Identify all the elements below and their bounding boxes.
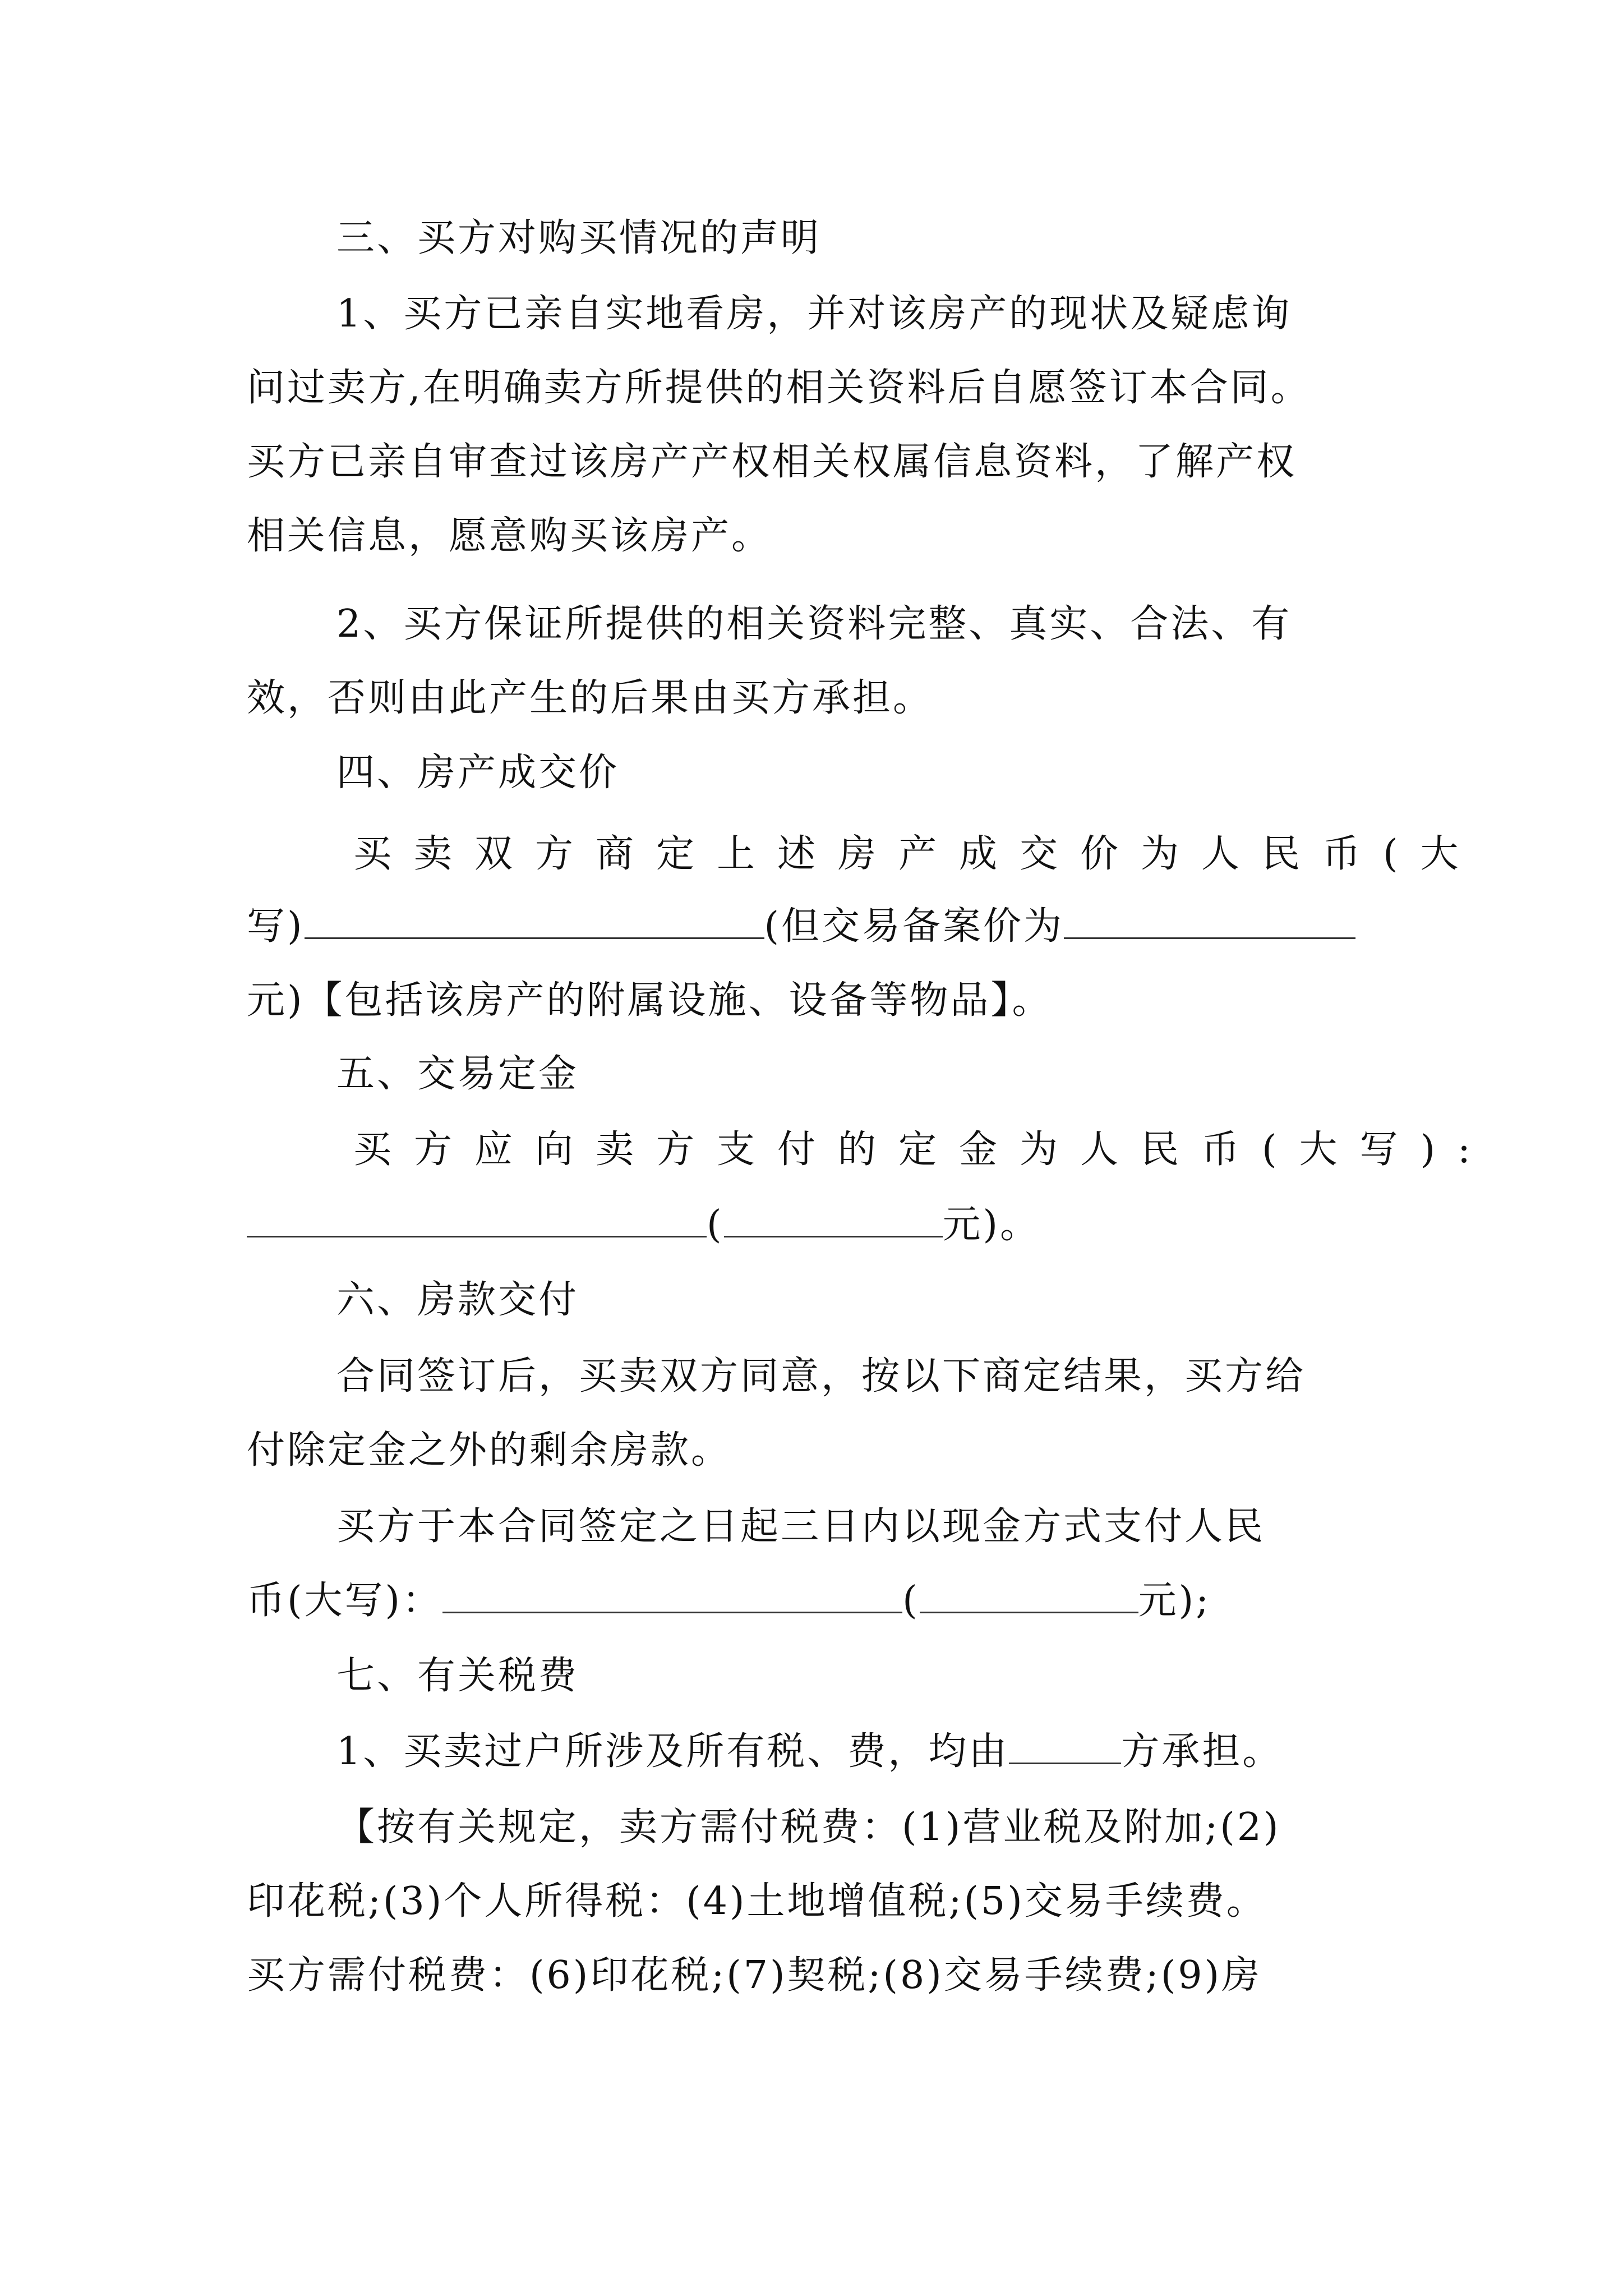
payment-amount-blank	[920, 1572, 1138, 1613]
section-6-heading: 六、房款交付	[336, 1278, 579, 1322]
section-5-line-2-text-a: (	[707, 1203, 724, 1247]
section-7-p1-text-a: 1、买卖过户所涉及所有税、费，均由	[336, 1729, 1009, 1774]
section-7-heading: 七、有关税费	[336, 1654, 579, 1698]
filing-price-blank	[1064, 898, 1355, 939]
section-7-p2-line-3: 买方需付税费：(6)印花税;(7)契税;(8)交易手续费;(9)房	[247, 1953, 1262, 1998]
section-3-p1-line-2: 问过卖方,在明确卖方所提供的相关资料后自愿签订本合同。	[247, 366, 1311, 410]
section-3-p1-line-4: 相关信息，愿意购买该房产。	[247, 514, 772, 558]
tax-party-blank	[1009, 1723, 1121, 1764]
section-3-p1-line-1: 1、买方已亲自实地看房，并对该房产的现状及疑虑询	[336, 292, 1292, 336]
section-6-p1-line-2: 付除定金之外的剩余房款。	[247, 1428, 732, 1473]
section-6-p2-text-c: 元);	[1138, 1579, 1211, 1623]
deposit-words-blank	[247, 1197, 707, 1237]
section-5-heading: 五、交易定金	[336, 1052, 579, 1096]
section-7-p2-line-2: 印花税;(3)个人所得税：(4)土地增值税;(5)交易手续费。	[247, 1879, 1267, 1924]
deposit-amount-blank	[724, 1197, 943, 1237]
payment-words-blank	[442, 1572, 902, 1613]
section-6-p2-text-b: (	[902, 1579, 920, 1623]
section-3-p2-line-2: 效，否则由此产生的后果由买方承担。	[247, 676, 934, 720]
section-5-line-1: 买方应向卖方支付的定金为人民币(大写):	[353, 1128, 1493, 1172]
section-7-p1-text-b: 方承担。	[1121, 1729, 1283, 1774]
section-6-p1-line-1: 合同签订后，买卖双方同意，按以下商定结果，买方给	[336, 1354, 1306, 1398]
section-4-line-2-text-b: (但交易备案价为	[764, 904, 1064, 949]
section-3-heading: 三、买方对购买情况的声明	[336, 216, 822, 260]
section-7-p2-line-1: 【按有关规定，卖方需付税费：(1)营业税及附加;(2)	[336, 1805, 1281, 1849]
section-3-p2-line-1: 2、买方保证所提供的相关资料完整、真实、合法、有	[336, 602, 1292, 646]
section-3-p1-line-3: 买方已亲自审查过该房产产权相关权属信息资料，了解产权	[247, 440, 1297, 484]
section-6-p2-text-a: 币(大写)：	[247, 1579, 443, 1623]
section-5-line-2-text-b: 元)。	[942, 1203, 1041, 1247]
section-4-line-2	[247, 893, 1424, 960]
price-blank	[305, 898, 764, 939]
section-4-heading: 四、房产成交价	[336, 751, 620, 795]
section-4-line-1: 买卖双方商定上述房产成交价为人民币(大	[353, 832, 1481, 876]
section-6-p2-line-1: 买方于本合同签定之日起三日内以现金方式支付人民	[336, 1504, 1266, 1549]
section-7-p1	[336, 1718, 1514, 1786]
section-5-line-2	[247, 1191, 1424, 1259]
section-4-line-2-text-a: 写)	[247, 904, 305, 949]
section-4-line-3: 元)【包括该房产的附属设施、设备等物品】。	[247, 978, 1053, 1023]
section-6-p2-line-2	[247, 1567, 1424, 1635]
